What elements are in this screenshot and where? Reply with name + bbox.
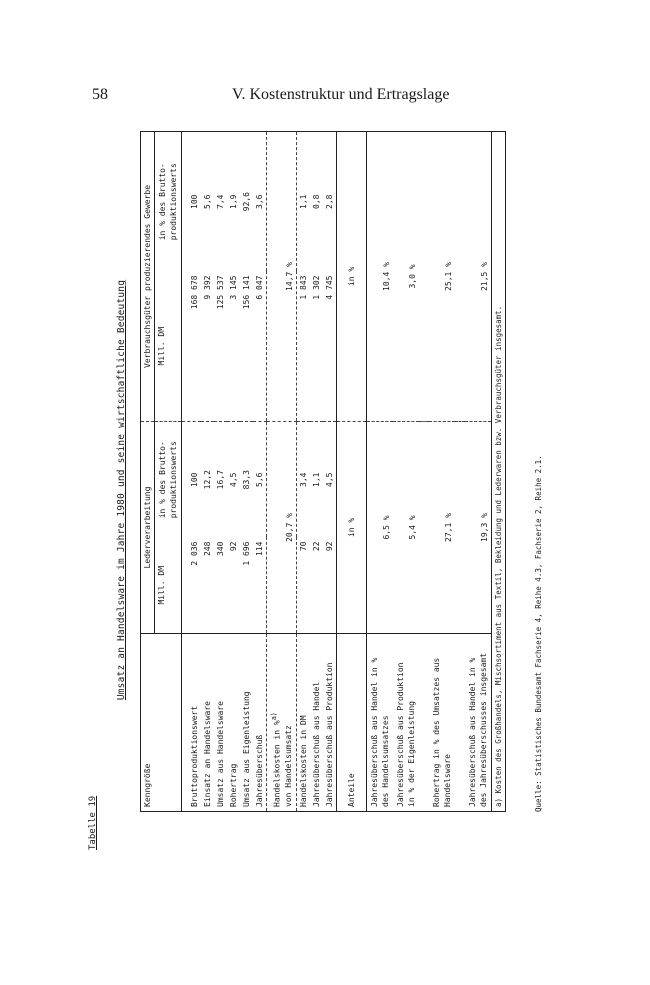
header-group-verbrauchsgueter: Verbrauchsgüter produzierendes Gewerbe [141, 131, 155, 421]
table-row-handelskosten-pct: Handelskosten in %$^{a)}$ von Handelsumsatz 20,7 % 14,7 % [267, 131, 297, 811]
table-row: Bruttoproduktionswert 2 036 100 168 678 100 [182, 131, 202, 811]
data-table [140, 131, 506, 812]
table-row: Handelskosten in DM 70 3,4 1 843 1,1 [296, 131, 310, 811]
table-row: Jahresüberschuß 114 5,6 6 047 3,6 [253, 131, 267, 811]
table-row: Rohertrag in % des Umsatzes aus Handelsware 27,1 % 25,1 % [429, 131, 455, 811]
chapter-heading: V. Kostenstruktur und Ertragslage [232, 86, 450, 103]
table-row: Jahresüberschuß aus Handel in % des Handelsumsatzes 6,5 % 10,4 % [366, 131, 393, 811]
table-row: Jahresüberschuß aus Handel 22 1,1 1 302 0,8 [310, 131, 323, 811]
header-mio-2: Mill. DM [155, 271, 182, 421]
rotated-table-block [88, 130, 558, 850]
header-kenngroesse: Kenngröße [141, 634, 182, 812]
table-row: Jahresüberschuß aus Produktion 92 4,5 4 745 2,8 [323, 131, 337, 811]
table-row: Einsatz an Handelsware 248 12,2 9 392 5,6 [201, 131, 214, 811]
header-pct-2: in % des Brutto- produktionswerts [155, 131, 182, 271]
page-number: 58 [92, 86, 108, 103]
table-row: Umsatz aus Handelsware 340 16,7 125 537 7,4 [214, 131, 227, 811]
table-row: Jahresüberschuß aus Produktion in % der Eigenleistung 5,4 % 3,0 % [393, 131, 419, 811]
table-row: Jahresüberschuß aus Handel in % des Jahresüberschusses insgesamt 19,3 % 21,5 % [465, 131, 492, 811]
table-row-anteile: Anteile in % in % [336, 131, 366, 811]
table-row: Rohertrag 92 4,5 3 145 1,9 [227, 131, 240, 811]
header-group-lederverarbeitung: Lederverarbeitung [141, 421, 155, 633]
source-note: Quelle: Statistisches Bundesamt Fachserie 4, Reihe 4.3, Fachserie 2, Reihe 2.1. [534, 455, 543, 812]
header-pct-1: in % des Brutto- produktionswerts [158, 441, 178, 519]
table-title: Umsatz an Handelsware im Jahre 1980 und seine wirtschaftliche Bedeutung [116, 279, 127, 701]
table-row: Umsatz aus Eigenleistung 1 696 83,3 156 141 92,6 [240, 131, 253, 811]
header-mio-1: Mill. DM [157, 565, 166, 605]
table-label: Tabelle 19 [88, 795, 98, 850]
footnote: a) Kosten des Großhandels, Mischsortiment aus Textil, Bekleidung und Lederwaren bzw. Verbrauchsgüter insgesamt. [491, 131, 505, 811]
